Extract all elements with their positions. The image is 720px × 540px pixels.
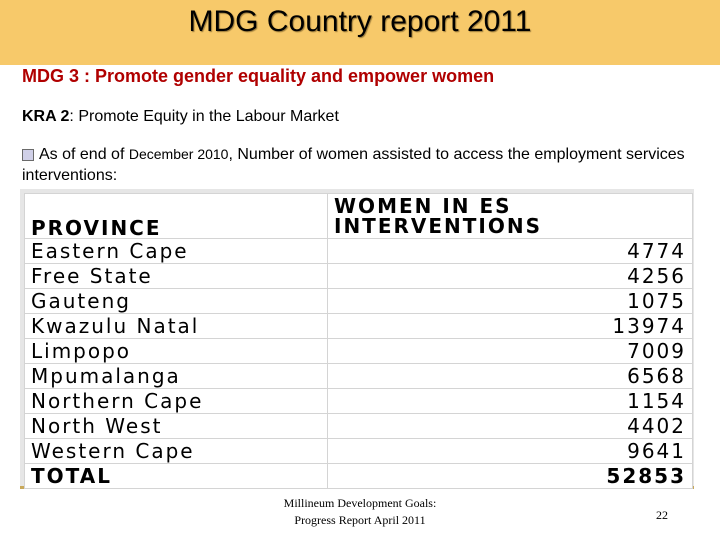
note-prefix: As of end of xyxy=(39,146,129,163)
footer-line-2: Progress Report April 2011 xyxy=(294,513,426,527)
table-row xyxy=(25,389,693,414)
province-name: Eastern Cape xyxy=(25,239,328,264)
women-count: 1154 xyxy=(328,389,693,414)
province-name: Western Cape xyxy=(25,439,328,464)
table-row xyxy=(25,239,693,264)
kra-label: KRA 2 xyxy=(22,108,70,125)
women-count: 13974 xyxy=(328,314,693,339)
table-row xyxy=(25,264,693,289)
women-count: 9641 xyxy=(328,439,693,464)
page-title: MDG Country report 2011 xyxy=(188,5,532,38)
footer-line-1: Millineum Development Goals: xyxy=(283,496,437,510)
total-value: 52853 xyxy=(328,464,693,489)
note-text: , Number of women assisted to access the employment services interventions: xyxy=(22,146,685,184)
women-count: 7009 xyxy=(328,339,693,364)
province-name: Mpumalanga xyxy=(25,364,328,389)
women-count: 6568 xyxy=(328,364,693,389)
note-paragraph xyxy=(22,144,712,186)
kra-text: : Promote Equity in the Labour Market xyxy=(69,108,339,125)
checkbox-bullet-icon xyxy=(22,149,34,161)
table-row xyxy=(25,414,693,439)
table-row xyxy=(25,339,693,364)
note-date: December 2010 xyxy=(128,146,229,162)
table-total-row xyxy=(25,464,693,489)
women-count: 4256 xyxy=(328,264,693,289)
women-count: 4774 xyxy=(328,239,693,264)
kra-line xyxy=(22,108,339,126)
footer-text xyxy=(230,495,490,529)
province-name: Free State xyxy=(25,264,328,289)
data-table-frame xyxy=(20,189,694,489)
section-subtitle: MDG 3 : Promote gender equality and empower women xyxy=(22,66,495,86)
table-row xyxy=(25,289,693,314)
province-name: Limpopo xyxy=(25,339,328,364)
province-name: North West xyxy=(25,414,328,439)
table-header-row xyxy=(25,194,693,239)
header-province: PROVINCE xyxy=(25,194,328,239)
total-label: TOTAL xyxy=(25,464,328,489)
table-row xyxy=(25,364,693,389)
women-count: 1075 xyxy=(328,289,693,314)
header-women: WOMEN IN ES INTERVENTIONS xyxy=(328,194,693,239)
page-number: 22 xyxy=(656,508,668,522)
header-bar xyxy=(0,0,720,65)
province-table xyxy=(24,193,693,489)
province-name: Northern Cape xyxy=(25,389,328,414)
table-row xyxy=(25,439,693,464)
province-name: Kwazulu Natal xyxy=(25,314,328,339)
province-name: Gauteng xyxy=(25,289,328,314)
women-count: 4402 xyxy=(328,414,693,439)
table-row xyxy=(25,314,693,339)
